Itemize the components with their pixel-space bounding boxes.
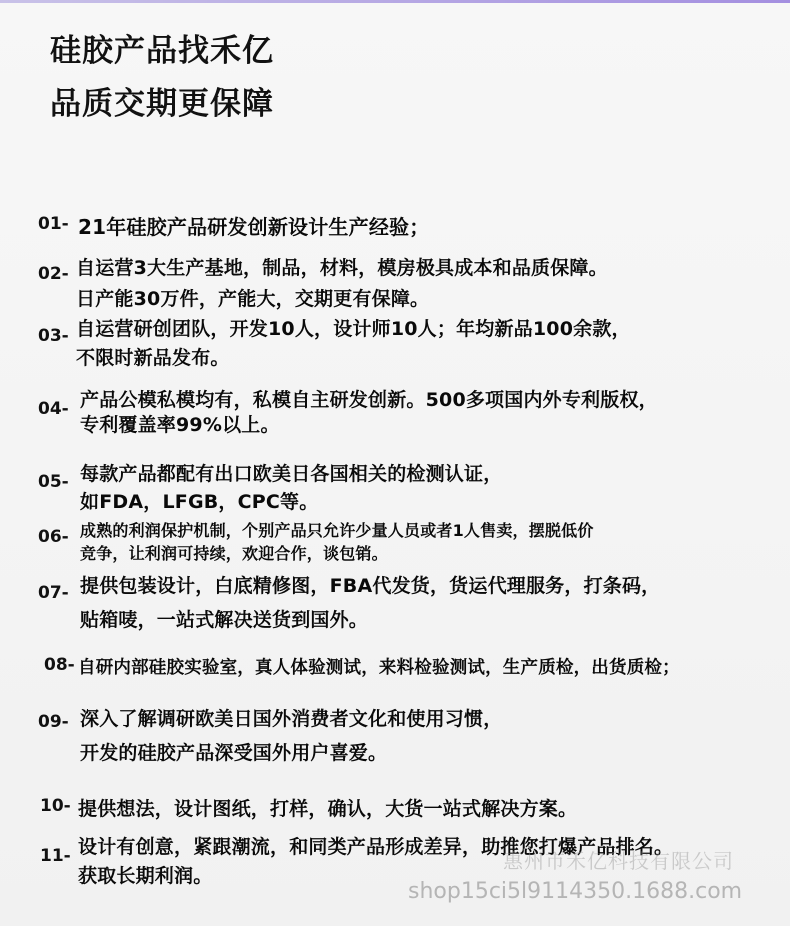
item-text: 不限时新品发布。	[76, 347, 230, 369]
item-number: 03-	[38, 326, 69, 346]
item-text: 开发的硅胶产品深受国外用户喜爱。	[80, 742, 388, 764]
item-text: 21年硅胶产品研发创新设计生产经验；	[78, 215, 430, 239]
item-text: 获取长期利润。	[78, 865, 213, 887]
item-number: 04-	[38, 399, 69, 419]
page-title: 硅胶产品找禾亿	[50, 33, 274, 69]
watermark-url: shop15ci5l9114350.1688.com	[408, 879, 743, 904]
item-text: 自研内部硅胶实验室，真人体验测试，来料检验测试，生产质检，出货质检；	[78, 658, 680, 678]
watermark-company: 惠州市禾亿科技有限公司	[503, 849, 734, 873]
item-text: 设计有创意，紧跟潮流，和同类产品形成差异，助推您打爆产品排名。	[78, 836, 674, 858]
item-number: 11-	[40, 846, 71, 866]
item-text: 自运营3大生产基地，制品，材料，模房极具成本和品质保障。	[76, 257, 608, 279]
item-text: 竞争，让利润可持续，欢迎合作，谈包销。	[80, 544, 388, 563]
item-number: 06-	[38, 527, 69, 547]
top-accent-bar	[0, 0, 790, 3]
item-number: 09-	[38, 712, 69, 732]
item-text: 提供包装设计，白底精修图，FBA代发货，货运代理服务，打条码，	[80, 575, 661, 597]
item-text: 专利覆盖率99%以上。	[80, 414, 280, 436]
item-text: 每款产品都配有出口欧美日各国相关的检测认证，	[80, 463, 503, 485]
item-text: 贴箱唛，一站式解决送货到国外。	[80, 609, 369, 631]
item-text: 如FDA，LFGB，CPC等。	[80, 491, 319, 513]
item-text: 日产能30万件，产能大，交期更有保障。	[76, 288, 430, 310]
item-text: 自运营研创团队，开发10人，设计师10人；年均新品100余款，	[76, 318, 631, 340]
item-number: 10-	[40, 796, 71, 816]
item-number: 02-	[38, 264, 69, 284]
item-text: 成熟的利润保护机制，个别产品只允许少量人员或者1人售卖，摆脱低价	[80, 521, 594, 540]
item-number: 01-	[38, 214, 69, 234]
item-text: 提供想法，设计图纸，打样，确认，大货一站式解决方案。	[78, 798, 578, 820]
item-text: 产品公模私模均有，私模自主研发创新。500多项国内外专利版权，	[80, 389, 658, 411]
item-number: 05-	[38, 472, 69, 492]
item-number: 08-	[44, 655, 75, 675]
item-text: 深入了解调研欧美日国外消费者文化和使用习惯，	[80, 708, 503, 730]
item-number: 07-	[38, 583, 69, 603]
page-subtitle: 品质交期更保障	[50, 86, 274, 122]
